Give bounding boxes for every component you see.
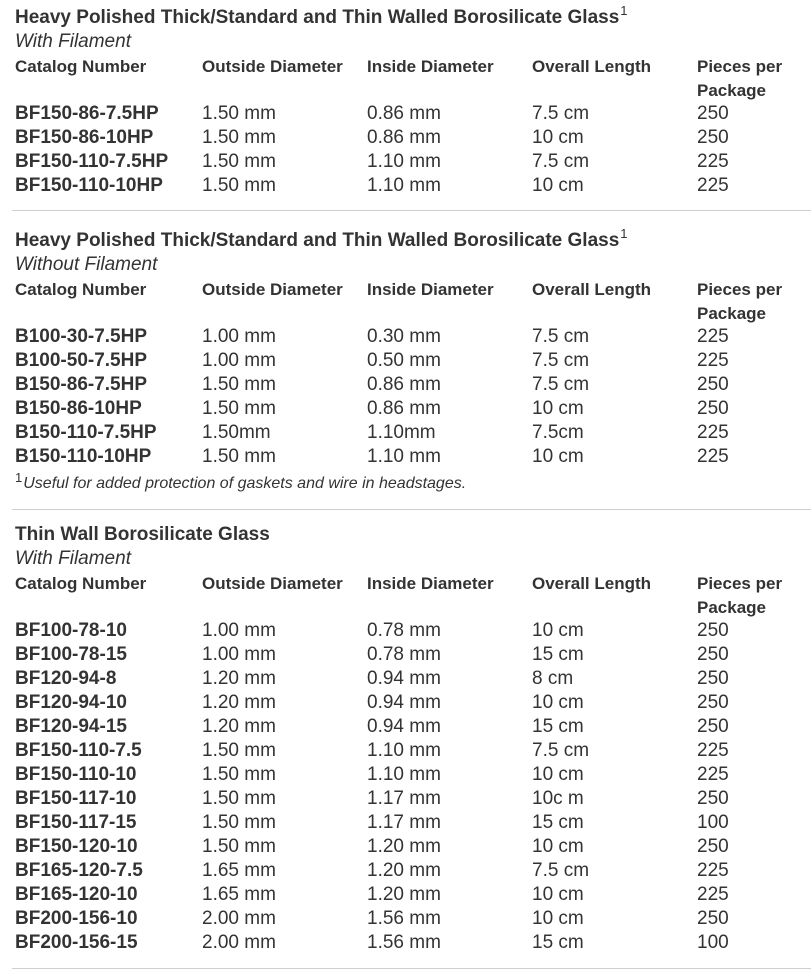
table-row — [0, 174, 811, 198]
table-row — [0, 445, 811, 469]
pieces-per-package: 225 — [697, 740, 729, 761]
outside-diameter: 1.50 mm — [202, 175, 276, 196]
pieces-per-package: 250 — [697, 620, 729, 641]
table-row — [0, 787, 811, 811]
inside-diameter: 0.94 mm — [367, 668, 441, 689]
overall-length: 10 cm — [532, 175, 584, 196]
pieces-per-package: 250 — [697, 398, 729, 419]
overall-length: 10 cm — [532, 620, 584, 641]
pieces-per-package: 250 — [697, 644, 729, 665]
outside-diameter: 1.50 mm — [202, 764, 276, 785]
inside-diameter: 1.56 mm — [367, 908, 441, 929]
pieces-per-package: 250 — [697, 127, 729, 148]
catalog-number: B150-86-7.5HP — [15, 374, 148, 395]
inside-diameter: 0.86 mm — [367, 398, 441, 419]
inside-diameter: 0.86 mm — [367, 103, 441, 124]
table-row — [0, 739, 811, 763]
overall-length: 15 cm — [532, 644, 584, 665]
inside-diameter: 1.20 mm — [367, 860, 441, 881]
outside-diameter: 1.50mm — [202, 422, 271, 443]
inside-diameter: 1.56 mm — [367, 932, 441, 953]
inside-diameter: 1.10 mm — [367, 740, 441, 761]
col-header-pieces-per: Pieces per — [697, 280, 783, 299]
catalog-number: BF120-94-8 — [15, 668, 117, 689]
catalog-number: B150-110-10HP — [15, 446, 152, 467]
col-header-overall-length: Overall Length — [532, 574, 652, 593]
inside-diameter: 1.10 mm — [367, 175, 441, 196]
col-header-overall-length: Overall Length — [532, 57, 652, 76]
catalog-number: BF165-120-7.5 — [15, 860, 143, 881]
col-header-catalog-number: Catalog Number — [15, 280, 147, 299]
footnote: $^1$Useful for added protection of gaskets and wire in headstages. — [15, 470, 467, 492]
section-divider — [12, 210, 811, 211]
pieces-per-package: 250 — [697, 668, 729, 689]
pieces-per-package: 100 — [697, 932, 729, 953]
outside-diameter: 1.50 mm — [202, 788, 276, 809]
col-header-catalog-number: Catalog Number — [15, 57, 147, 76]
overall-length: 7.5 cm — [532, 151, 590, 172]
outside-diameter: 1.50 mm — [202, 836, 276, 857]
outside-diameter: 1.00 mm — [202, 620, 276, 641]
catalog-number: BF100-78-15 — [15, 644, 127, 665]
inside-diameter: 0.30 mm — [367, 326, 441, 347]
pieces-per-package: 225 — [697, 175, 729, 196]
col-header-package: Package — [697, 304, 766, 323]
overall-length: 7.5 cm — [532, 103, 590, 124]
catalog-number: BF200-156-15 — [15, 932, 138, 953]
pieces-per-package: 250 — [697, 836, 729, 857]
overall-length: 7.5 cm — [532, 374, 590, 395]
overall-length: 8 cm — [532, 668, 574, 689]
col-header-overall-length: Overall Length — [532, 280, 652, 299]
inside-diameter: 1.20 mm — [367, 836, 441, 857]
catalog-number: BF165-120-10 — [15, 884, 138, 905]
overall-length: 15 cm — [532, 812, 584, 833]
table-row — [0, 859, 811, 883]
inside-diameter: 0.94 mm — [367, 692, 441, 713]
inside-diameter: 1.17 mm — [367, 812, 441, 833]
overall-length: 10c m — [532, 788, 584, 809]
table-row — [0, 667, 811, 691]
table-row — [0, 421, 811, 445]
overall-length: 7.5 cm — [532, 326, 590, 347]
pieces-per-package: 225 — [697, 151, 729, 172]
table-row — [0, 931, 811, 955]
col-header-outside-diameter: Outside Diameter — [202, 574, 343, 593]
overall-length: 7.5 cm — [532, 860, 590, 881]
catalog-number: B150-110-7.5HP — [15, 422, 157, 443]
inside-diameter: 1.20 mm — [367, 884, 441, 905]
overall-length: 10 cm — [532, 398, 584, 419]
outside-diameter: 1.50 mm — [202, 103, 276, 124]
table-row — [0, 763, 811, 787]
table-row — [0, 150, 811, 174]
table-row — [0, 325, 811, 349]
catalog-number: BF150-110-7.5 — [15, 740, 142, 761]
table-row — [0, 691, 811, 715]
overall-length: 10 cm — [532, 692, 584, 713]
inside-diameter: 0.94 mm — [367, 716, 441, 737]
outside-diameter: 1.20 mm — [202, 692, 276, 713]
table-row — [0, 811, 811, 835]
overall-length: 10 cm — [532, 836, 584, 857]
pieces-per-package: 225 — [697, 446, 729, 467]
outside-diameter: 1.50 mm — [202, 446, 276, 467]
pieces-per-package: 225 — [697, 350, 729, 371]
col-header-inside-diameter: Inside Diameter — [367, 574, 494, 593]
table-row — [0, 643, 811, 667]
pieces-per-package: 250 — [697, 692, 729, 713]
inside-diameter: 1.10 mm — [367, 764, 441, 785]
outside-diameter: 1.50 mm — [202, 374, 276, 395]
catalog-number: BF150-86-7.5HP — [15, 103, 159, 124]
inside-diameter: 0.86 mm — [367, 374, 441, 395]
table-row — [0, 715, 811, 739]
pieces-per-package: 250 — [697, 103, 729, 124]
footnote-marker: 1 — [620, 3, 628, 18]
catalog-number: BF150-110-7.5HP — [15, 151, 169, 172]
overall-length: 7.5 cm — [532, 350, 590, 371]
section-subtitle: With Filament — [15, 548, 131, 569]
col-header-outside-diameter: Outside Diameter — [202, 280, 343, 299]
overall-length: 10 cm — [532, 908, 584, 929]
col-header-outside-diameter: Outside Diameter — [202, 57, 343, 76]
outside-diameter: 1.00 mm — [202, 350, 276, 371]
inside-diameter: 1.10 mm — [367, 446, 441, 467]
pieces-per-package: 250 — [697, 788, 729, 809]
pieces-per-package: 250 — [697, 716, 729, 737]
inside-diameter: 0.78 mm — [367, 644, 441, 665]
overall-length: 15 cm — [532, 716, 584, 737]
pieces-per-package: 250 — [697, 374, 729, 395]
outside-diameter: 1.00 mm — [202, 326, 276, 347]
inside-diameter: 0.86 mm — [367, 127, 441, 148]
catalog-number: BF150-120-10 — [15, 836, 138, 857]
col-header-inside-diameter: Inside Diameter — [367, 280, 494, 299]
section-title: Heavy Polished Thick/Standard and Thin Walled Borosilicate Glass$^1$ — [15, 3, 628, 28]
overall-length: 10 cm — [532, 884, 584, 905]
table-row — [0, 397, 811, 421]
pieces-per-package: 225 — [697, 860, 729, 881]
inside-diameter: 1.17 mm — [367, 788, 441, 809]
catalog-number: BF120-94-15 — [15, 716, 127, 737]
table-row — [0, 102, 811, 126]
table-row — [0, 883, 811, 907]
pieces-per-package: 225 — [697, 764, 729, 785]
inside-diameter: 1.10mm — [367, 422, 436, 443]
section-divider — [12, 509, 811, 510]
col-header-catalog-number: Catalog Number — [15, 574, 147, 593]
catalog-number: BF120-94-10 — [15, 692, 127, 713]
outside-diameter: 1.65 mm — [202, 860, 276, 881]
catalog-number: B100-30-7.5HP — [15, 326, 148, 347]
pieces-per-package: 250 — [697, 908, 729, 929]
table-row — [0, 835, 811, 859]
overall-length: 7.5 cm — [532, 740, 590, 761]
outside-diameter: 2.00 mm — [202, 932, 276, 953]
table-row — [0, 907, 811, 931]
pieces-per-package: 225 — [697, 422, 729, 443]
inside-diameter: 0.50 mm — [367, 350, 441, 371]
inside-diameter: 0.78 mm — [367, 620, 441, 641]
footnote-marker: 1 — [620, 226, 628, 241]
overall-length: 7.5cm — [532, 422, 584, 443]
col-header-pieces-per: Pieces per — [697, 574, 783, 593]
section-heavy-polished-without-filament — [0, 223, 811, 508]
section-divider — [12, 968, 811, 969]
overall-length: 10 cm — [532, 764, 584, 785]
table-row — [0, 126, 811, 150]
outside-diameter: 1.50 mm — [202, 151, 276, 172]
catalog-number: B150-86-10HP — [15, 398, 142, 419]
catalog-number: BF100-78-10 — [15, 620, 127, 641]
outside-diameter: 1.20 mm — [202, 716, 276, 737]
outside-diameter: 1.65 mm — [202, 884, 276, 905]
section-title: Heavy Polished Thick/Standard and Thin Walled Borosilicate Glass$^1$ — [15, 226, 628, 251]
outside-diameter: 1.00 mm — [202, 644, 276, 665]
section-subtitle: With Filament — [15, 31, 131, 52]
col-header-package: Package — [697, 598, 766, 617]
col-header-package: Package — [697, 81, 766, 100]
catalog-number: BF150-110-10 — [15, 764, 137, 785]
catalog-number: BF150-86-10HP — [15, 127, 154, 148]
outside-diameter: 1.50 mm — [202, 740, 276, 761]
overall-length: 10 cm — [532, 446, 584, 467]
outside-diameter: 1.50 mm — [202, 127, 276, 148]
catalog-number: BF200-156-10 — [15, 908, 138, 929]
inside-diameter: 1.10 mm — [367, 151, 441, 172]
footnote-marker: 1 — [15, 470, 23, 485]
catalog-number: BF150-117-10 — [15, 788, 137, 809]
outside-diameter: 1.50 mm — [202, 812, 276, 833]
table-row — [0, 373, 811, 397]
pieces-per-package: 225 — [697, 884, 729, 905]
table-row — [0, 349, 811, 373]
section-heavy-polished-with-filament — [0, 0, 811, 212]
outside-diameter: 2.00 mm — [202, 908, 276, 929]
col-header-pieces-per: Pieces per — [697, 57, 783, 76]
pieces-per-package: 100 — [697, 812, 729, 833]
col-header-inside-diameter: Inside Diameter — [367, 57, 494, 76]
catalog-number: B100-50-7.5HP — [15, 350, 148, 371]
catalog-number: BF150-117-15 — [15, 812, 137, 833]
outside-diameter: 1.50 mm — [202, 398, 276, 419]
pieces-per-package: 225 — [697, 326, 729, 347]
section-thin-wall-with-filament — [0, 517, 811, 967]
outside-diameter: 1.20 mm — [202, 668, 276, 689]
catalog-number: BF150-110-10HP — [15, 175, 163, 196]
section-subtitle: Without Filament — [15, 254, 158, 275]
overall-length: 15 cm — [532, 932, 584, 953]
section-title: Thin Wall Borosilicate Glass — [15, 524, 270, 545]
table-row — [0, 619, 811, 643]
overall-length: 10 cm — [532, 127, 584, 148]
